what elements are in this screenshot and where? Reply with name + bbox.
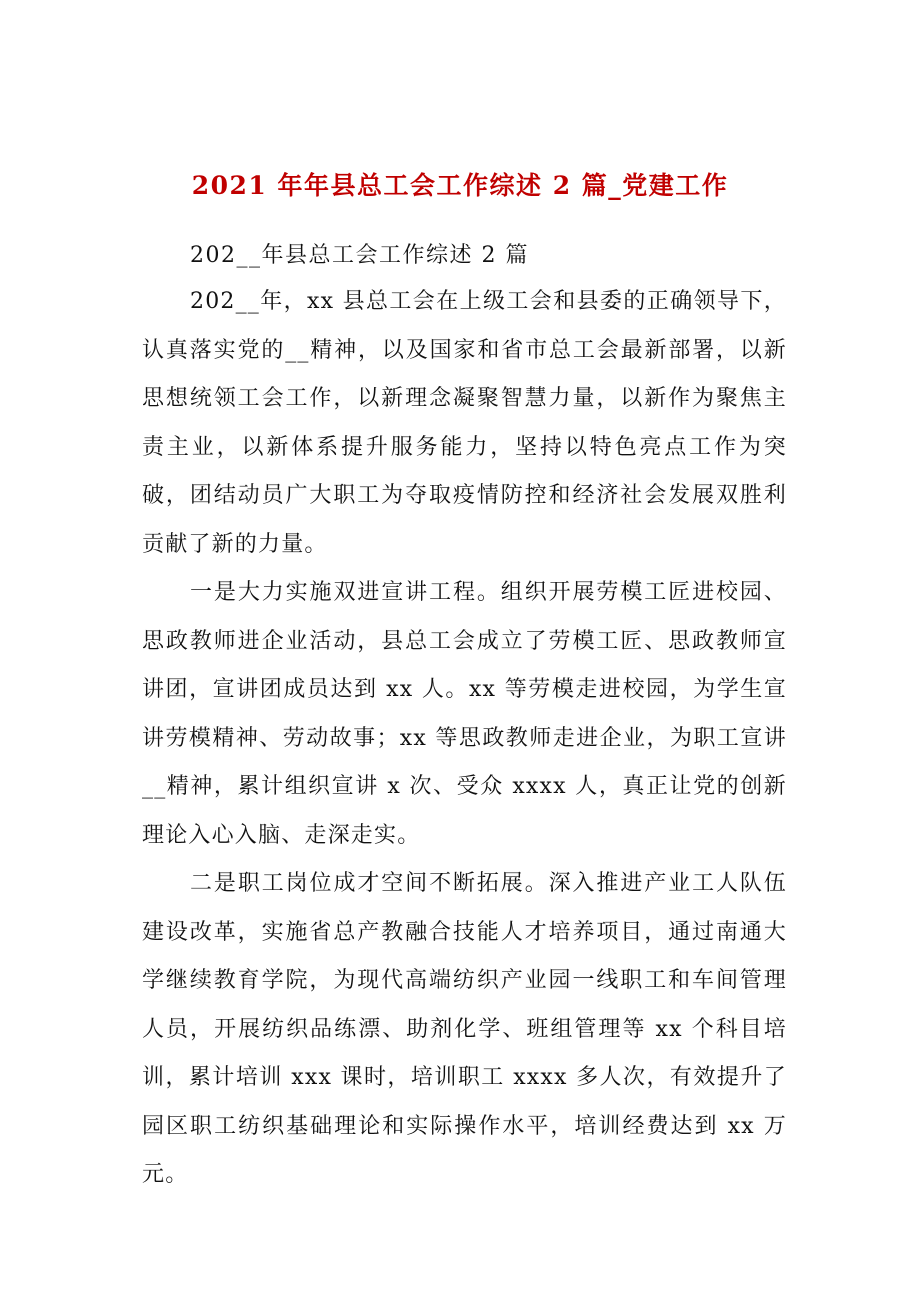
document-subtitle: 202__年县总工会工作综述 2 篇	[190, 243, 529, 268]
paragraph-item-1: 一是大力实施双进宣讲工程。组织开展劳模工匠进校园、思政教师进企业活动，县总工会成立了劳模工匠、思政教师宣讲团，宣讲团成员达到 xx 人。xx 等劳模走进校园，为学生宣讲劳模精神、劳动故事；xx 等思政教师走进企业，为职工宣讲__精神，累计组织宣讲 x 次、受众 xxxx 人，真正让党的创新理论入心入脑、走深走实。	[142, 580, 787, 848]
document-title: 2021 年年县总工会工作综述 2 篇_党建工作	[191, 171, 729, 200]
paragraph-intro: 202__年，xx 县总工会在上级工会和县委的正确领导下，认真落实党的__精神，以及国家和省市总工会最新部署，以新思想统领工会工作，以新理念凝聚智慧力量，以新作为聚焦主责主业，以新体系提升服务能力，坚持以特色亮点工作为突破，团结动员广大职工为夺取疫情防控和经济社会发展双胜利贡献了新的力量。	[142, 289, 787, 557]
paragraph-item-2: 二是职工岗位成才空间不断拓展。深入推进产业工人队伍建设改革，实施省总产教融合技能人才培养项目，通过南通大学继续教育学院，为现代高端纺织产业园一线职工和车间管理人员，开展纺织品练漂、助剂化学、班组管理等 xx 个科目培训，累计培训 xxx 课时，培训职工 xxxx 多人次，有效提升了园区职工纺织基础理论和实际操作水平，培训经费达到 xx 万元。	[142, 871, 787, 1187]
